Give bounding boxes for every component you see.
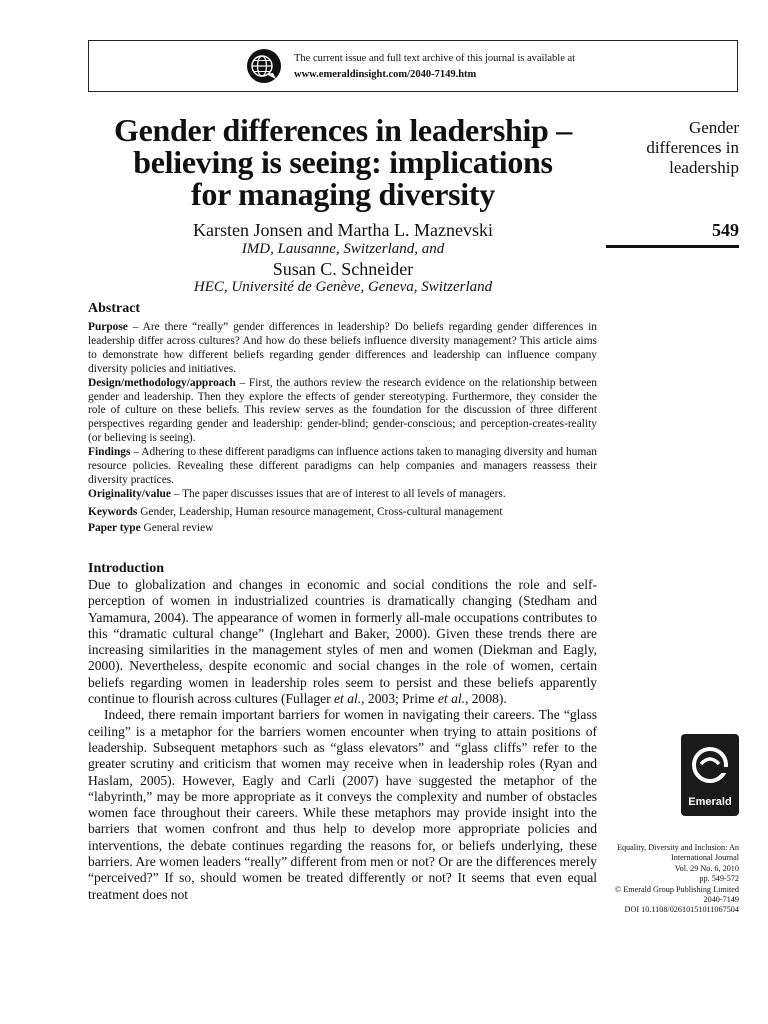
- paragraph-text-italic: et al.: [334, 691, 362, 707]
- journal-url-link[interactable]: www.emeraldinsight.com/2040-7149.htm: [294, 69, 477, 80]
- author-names: Susan C. Schneider: [272, 259, 414, 279]
- body-paragraph: Indeed, there remain important barriers for women in navigating their careers. The “glass ceiling” is a metaphor for the barriers women encounter when trying to attain positions of leadership. Subsequent metaphors such as “glass elevators” and “glass cliffs” refer to the greater scrutiny and criticism that women may receive when in leadership roles (Ryan and Haslam, 2005). However, Eagly and Carli (2007) have suggested the metaphor of the “labyrinth,” may be more appropriate as it conveys the complexity and number of obstacles women face throughout their careers. While these metaphors may provide insight into the barriers that women confront and thus help to develop more appropriate policies and interventions, the debate continues regarding the reasons for, or beliefs underlying, these barriers. Are women leaders “really” different from men or not? Or are the differences merely “perceived?” If so, should women be treated differently or not? It seems that even equal treatment does not: [88, 707, 597, 902]
- paragraph-text: , 2003; Prime: [361, 691, 438, 707]
- globe-icon: [246, 48, 282, 84]
- abstract-body: [88, 321, 597, 536]
- body-paragraph: [88, 577, 597, 707]
- running-title-line: Gender: [688, 118, 739, 137]
- abstract-design: [88, 377, 597, 447]
- originality-label: Originality/value: [88, 487, 171, 500]
- abstract-originality: [88, 488, 597, 502]
- author-affiliation: HEC, Université de Genève, Geneva, Switzerland: [193, 279, 493, 295]
- keywords-text: Gender, Leadership, Human resource management, Cross-cultural management: [137, 505, 503, 518]
- running-title-line: differences in: [646, 138, 739, 157]
- journal-title: [600, 843, 739, 864]
- paragraph-text-italic: et al.: [437, 691, 465, 707]
- emerald-wordmark: Emerald: [688, 796, 732, 808]
- running-title-line: leadership: [669, 158, 739, 177]
- paragraph-text: , 2008).: [465, 691, 507, 707]
- journal-title-line: International Journal: [671, 853, 739, 863]
- paragraph-text: Due to globalization and changes in economic and social conditions the role and self-perception of women in industrialized countries is dramatically changing (Stedham and Yamamura, 2004). The appearance of women in formerly all-male occupations contributes to this “dramatic cultural change” (Inglehart and Baker, 2000). Given these trends there are increasing similarities in the management styles of men and women (Diekman and Eagly, 2000). Nevertheless, despite economic and social changes in the role of women, certain beliefs regarding women in leadership roles seem to persist and these beliefs apparently continue to flourish across cultures (Fullager: [88, 577, 597, 707]
- abstract-heading: Abstract: [88, 301, 141, 316]
- journal-pages: pp. 549-572: [699, 874, 739, 884]
- journal-info: [600, 843, 739, 916]
- design-label: Design/methodology/approach: [88, 376, 236, 389]
- title-line: Gender differences in leadership –: [114, 112, 572, 148]
- emerald-e-icon: [681, 734, 739, 796]
- originality-text: – The paper discusses issues that are of interest to all levels of managers.: [170, 487, 506, 500]
- abstract-keywords: [88, 506, 597, 520]
- abstract-findings: [88, 446, 597, 488]
- introduction-body: [88, 577, 597, 903]
- findings-label: Findings: [88, 446, 131, 459]
- findings-text: – Adhering to these different paradigms can influence actions taken to managing diversity and human resource policies. Revealing these different paradigms can help companies and managers reassess their diversity practices.: [88, 446, 597, 486]
- page-number: 549: [712, 220, 739, 240]
- abstract-paper-type: [88, 522, 597, 536]
- title-line: for managing diversity: [191, 176, 495, 212]
- author-affiliation: IMD, Lausanne, Switzerland, and: [241, 241, 445, 257]
- title-line: believing is seeing: implications: [133, 144, 553, 180]
- paper-type-label: Paper type: [88, 521, 141, 534]
- purpose-label: Purpose: [88, 321, 128, 333]
- introduction-heading: Introduction: [88, 561, 164, 576]
- abstract-purpose: [88, 321, 597, 377]
- emerald-logo: [681, 734, 739, 816]
- keywords-label: Keywords: [88, 505, 138, 518]
- paper-type-text: General review: [140, 521, 214, 534]
- running-title: [606, 118, 739, 178]
- page-number-rule: [606, 245, 739, 248]
- notice-text: The current issue and full text archive of this journal is available at: [294, 53, 576, 64]
- journal-copyright: © Emerald Group Publishing Limited: [614, 884, 739, 894]
- purpose-text: – Are there “really” gender differences in leadership? Do beliefs regarding gender differences in leadership differ across cultures? And how do these beliefs influence diversity management? This article aims to demonstrate how different beliefs regarding gender differences and leadership can influence company diversity policies and initiatives.: [88, 321, 597, 375]
- journal-volume: Vol. 29 No. 6, 2010: [674, 863, 739, 873]
- journal-title-line: Equality, Diversity and Inclusion: An: [616, 843, 739, 852]
- journal-doi: DOI 10.1108/02610151011067504: [624, 905, 739, 915]
- article-title: [88, 114, 598, 210]
- journal-notice-box: [88, 40, 738, 92]
- design-text: – First, the authors review the research evidence on the relationship between gender and leadership. Then they explore the effects of gender stereotyping. Furthermore, they consider the role of culture on these beliefs. This review serves as the foundation for the discussion of three different perspectives regarding gender and leadership: gender-blind; gender-conscious; and perception-creates-reality (or believing is seeing).: [88, 376, 597, 445]
- author-names: Karsten Jonsen and Martha L. Maznevski: [193, 220, 493, 240]
- journal-issn: 2040-7149: [703, 895, 739, 905]
